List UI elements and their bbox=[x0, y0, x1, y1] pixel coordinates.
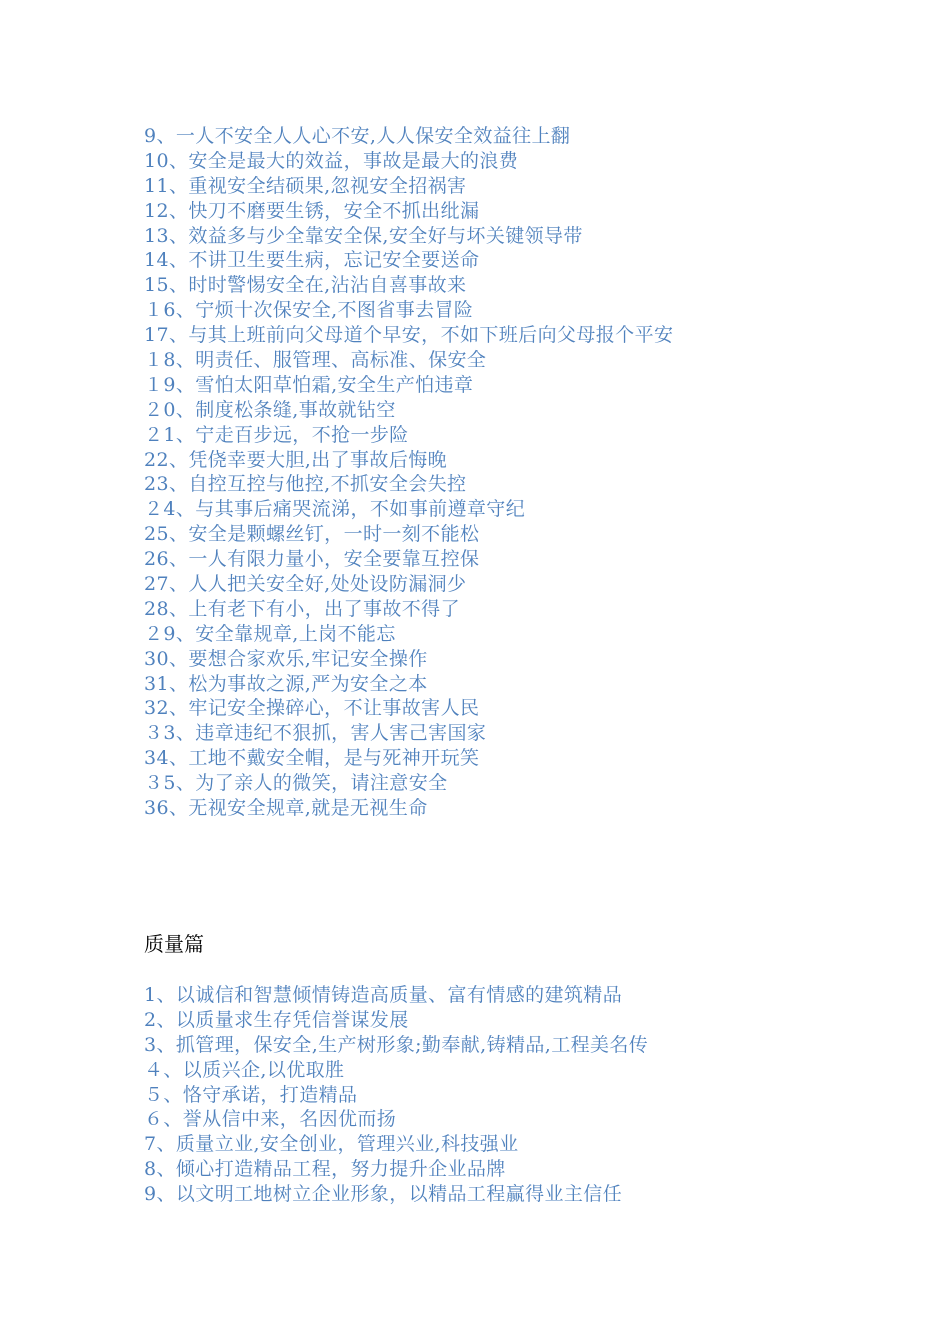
slogan-item: ４、以质兴企,以优取胜 bbox=[144, 1058, 345, 1081]
slogan-item: １8、明责任、服管理、高标准、保安全 bbox=[144, 349, 487, 372]
slogan-item: 30、要想合家欢乐,牢记安全操作 bbox=[144, 647, 428, 670]
slogan-item: 27、人人把关安全好,处处设防漏洞少 bbox=[144, 573, 467, 596]
slogan-item: 32、牢记安全操碎心，不让事故害人民 bbox=[144, 697, 480, 720]
slogan-item: 15、时时警惕安全在,沾沾自喜事故来 bbox=[144, 274, 467, 297]
slogan-item: 36、无视安全规章,就是无视生命 bbox=[144, 797, 428, 820]
slogan-item: ３3、违章违纪不狠抓，害人害己害国家 bbox=[144, 722, 487, 745]
slogan-item: 2、以质量求生存凭信誉谋发展 bbox=[144, 1008, 409, 1031]
slogan-item: ２4、与其事后痛哭流涕，不如事前遵章守纪 bbox=[144, 498, 526, 521]
slogan-item: １6、宁烦十次保安全,不图省事去冒险 bbox=[144, 299, 474, 322]
slogan-item: 10、安全是最大的效益，事故是最大的浪费 bbox=[144, 149, 519, 172]
slogan-item: 23、自控互控与他控,不抓安全会失控 bbox=[144, 473, 467, 496]
slogan-item: 3、抓管理，保安全,生产树形象;勤奉献,铸精品,工程美名传 bbox=[144, 1033, 649, 1056]
safety-slogan-list bbox=[144, 124, 673, 821]
quality-section-heading: 质量篇 bbox=[144, 932, 204, 956]
slogan-item: １9、雪怕太阳草怕霜,安全生产怕违章 bbox=[144, 373, 474, 396]
slogan-item: 28、上有老下有小，出了事故不得了 bbox=[144, 597, 460, 620]
slogan-item: 17、与其上班前向父母道个早安，不如下班后向父母报个平安 bbox=[144, 324, 674, 347]
slogan-item: 1、以诚信和智慧倾情铸造高质量、富有情感的建筑精品 bbox=[144, 984, 623, 1006]
slogan-item: ５、恪守承诺，打造精品 bbox=[144, 1083, 358, 1106]
quality-slogan-list bbox=[144, 983, 648, 1207]
slogan-item: 7、质量立业,安全创业，管理兴业,科技强业 bbox=[144, 1133, 519, 1156]
slogan-item: 9、一人不安全人人心不安,人人保安全效益往上翻 bbox=[144, 125, 571, 147]
slogan-item: ２1、宁走百步远，不抢一步险 bbox=[144, 423, 409, 446]
slogan-item: 9、以文明工地树立企业形象，以精品工程赢得业主信任 bbox=[144, 1183, 623, 1206]
slogan-item: 26、一人有限力量小，安全要靠互控保 bbox=[144, 548, 480, 571]
slogan-item: 13、效益多与少全靠安全保,安全好与坏关键领导带 bbox=[144, 224, 583, 247]
slogan-item: 25、安全是颗螺丝钉，一时一刻不能松 bbox=[144, 523, 480, 546]
slogan-item: ６、誉从信中来，名因优而扬 bbox=[144, 1108, 397, 1131]
slogan-item: 8、倾心打造精品工程，努力提升企业品牌 bbox=[144, 1158, 506, 1181]
slogan-item: 11、重视安全结硕果,忽视安全招祸害 bbox=[144, 174, 467, 197]
slogan-item: 31、松为事故之源,严为安全之本 bbox=[144, 672, 428, 695]
slogan-item: 14、不讲卫生要生病，忘记安全要送命 bbox=[144, 249, 480, 272]
slogan-item: ３5、为了亲人的微笑，请注意安全 bbox=[144, 772, 448, 795]
slogan-item: ２0、制度松条缝,事故就钻空 bbox=[144, 398, 396, 421]
slogan-item: 34、工地不戴安全帽，是与死神开玩笑 bbox=[144, 747, 480, 770]
slogan-item: 22、凭侥幸要大胆,出了事故后悔晚 bbox=[144, 448, 448, 471]
slogan-item: ２9、安全靠规章,上岗不能忘 bbox=[144, 622, 396, 645]
slogan-item: 12、快刀不磨要生锈，安全不抓出纰漏 bbox=[144, 199, 480, 222]
